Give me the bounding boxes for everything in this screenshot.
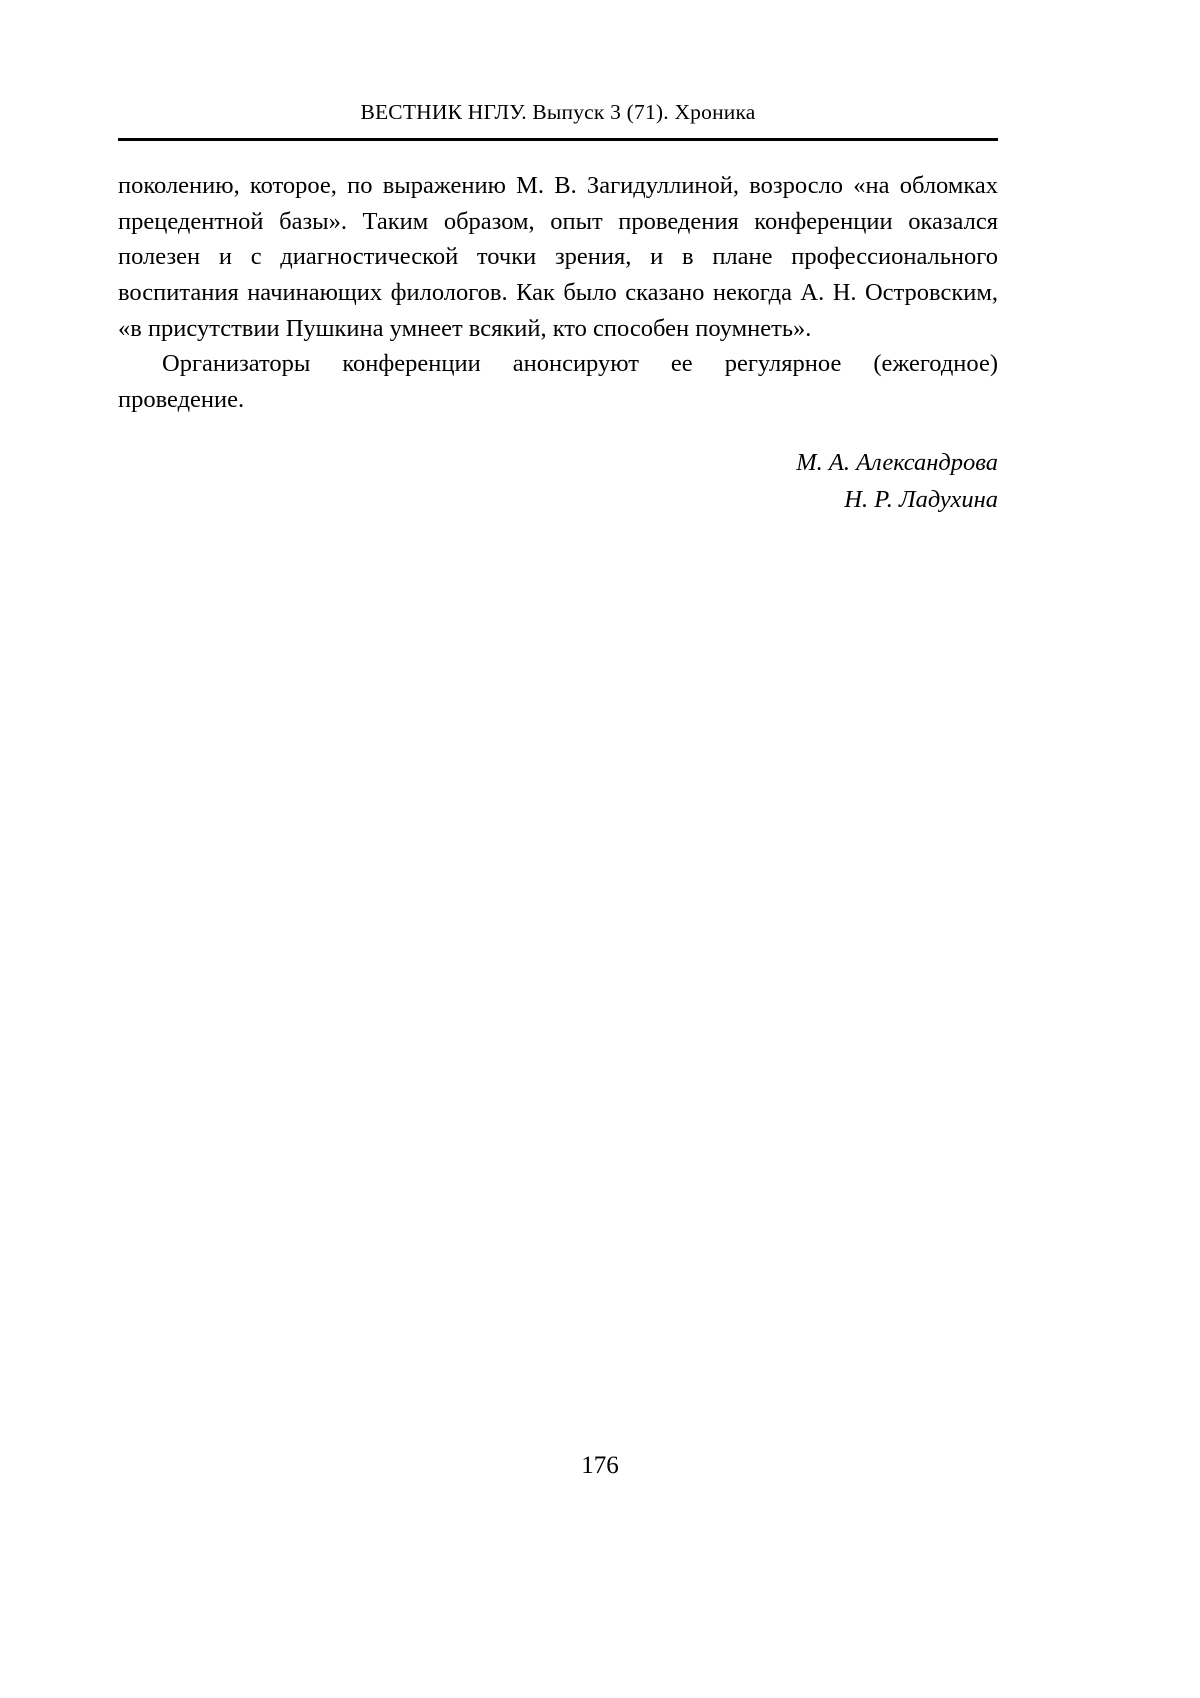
signature-line-2: Н. Р. Ладухина: [844, 486, 998, 514]
body-text: [118, 168, 998, 417]
running-head: ВЕСТНИК НГЛУ. Выпуск 3 (71). Хроника: [360, 100, 756, 124]
page-content: [118, 0, 998, 519]
paragraph: Организаторы конференции анонсируют ее регулярное (ежегодное) проведение.: [118, 350, 998, 413]
paragraph: поколению, которое, по выражению М. В. Загидуллиной, возросло «на обломках прецедентной базы». Таким образом, опыт проведения конференции оказался полезен и с диагностической точки зрения, и в плане профессионального воспитания начинающих филологов. Как было сказано некогда А. Н. Островским, «в присутствии Пушкина умнеет всякий, кто способен поумнеть».: [118, 172, 998, 342]
header-divider: [118, 138, 998, 141]
signature-line-1: М. А. Александрова: [796, 449, 998, 477]
page-number: 176: [581, 1452, 619, 1479]
author-signature: [118, 445, 998, 519]
